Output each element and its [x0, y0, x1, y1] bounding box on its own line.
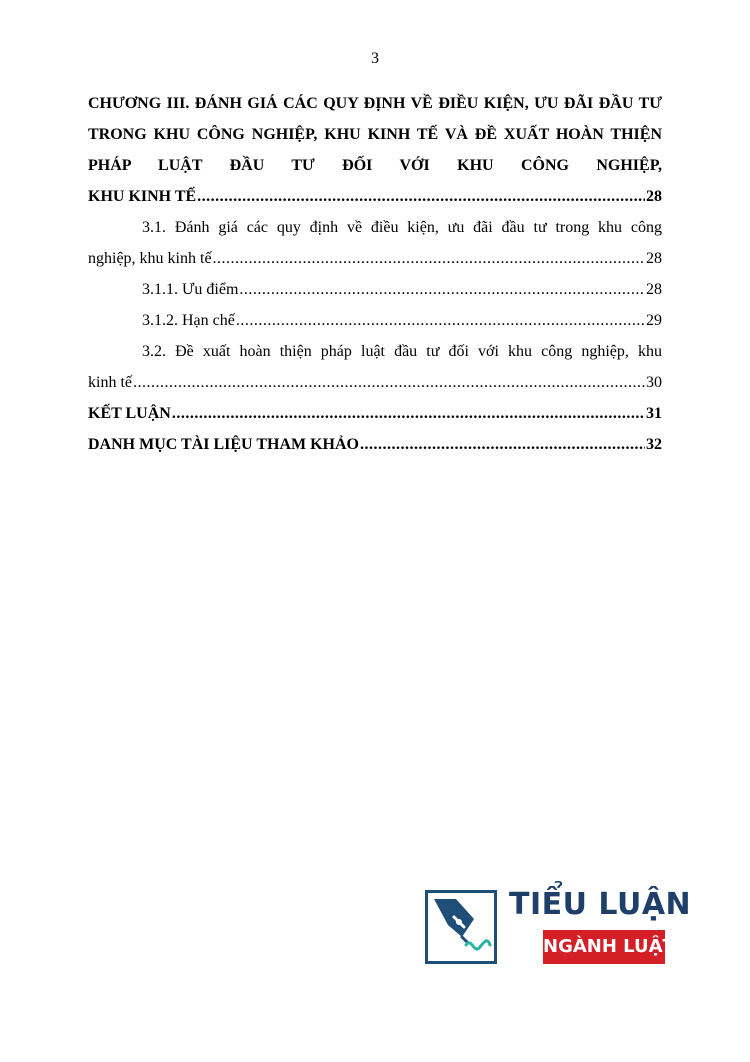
- toc-entry-title: DANH MỤC TÀI LIỆU THAM KHẢO: [88, 436, 359, 453]
- toc-entry-leader-line: [88, 305, 662, 336]
- toc-entry-leader-line: [88, 398, 662, 429]
- page-number: 3: [371, 50, 379, 67]
- toc-entry-title: 3.2. Đề xuất hoàn thiện pháp luật đầu tư đối với khu công nghiệp, khu: [142, 343, 662, 360]
- dot-leader: [239, 274, 645, 305]
- dot-leader: [197, 181, 645, 212]
- toc-entry-3-2[interactable]: [88, 336, 662, 398]
- toc-entry-leader-line: [88, 429, 662, 460]
- logo-subtitle: NGÀNH LUẬT: [543, 930, 665, 964]
- toc-entry-title: 3.1. Đánh giá các quy định về điều kiện, ưu đãi đầu tư trong khu công: [142, 219, 662, 236]
- toc-page-number: 30: [646, 374, 662, 391]
- toc-entry-leader-line: [88, 243, 662, 274]
- toc-entry-title-tail: kinh tế: [88, 374, 132, 391]
- dot-leader: [236, 305, 645, 336]
- toc-entry-leader-line: [88, 274, 662, 305]
- toc-entry-3-1[interactable]: [88, 212, 662, 274]
- toc-entry-title: 3.1.2. Hạn chế: [142, 312, 235, 329]
- toc-entry-leader-line: [88, 367, 662, 398]
- toc-entry-references[interactable]: [88, 429, 662, 460]
- fountain-pen-icon: [425, 890, 497, 964]
- toc-entry-3-1-2[interactable]: [88, 305, 662, 336]
- logo-title: TIỂU LUẬN: [509, 887, 692, 922]
- toc-entry-title-tail: KHU KINH TẾ: [88, 188, 197, 205]
- table-of-contents: [88, 88, 662, 460]
- dot-leader: [133, 367, 645, 398]
- toc-page-number: 28: [646, 188, 662, 205]
- toc-entry-title-tail: nghiệp, khu kinh tế: [88, 250, 212, 267]
- dot-leader: [172, 398, 645, 429]
- toc-entry-title: KẾT LUẬN: [88, 405, 171, 422]
- toc-entry-title: 3.1.1. Ưu điểm: [142, 281, 239, 298]
- toc-page-number: 28: [646, 250, 662, 267]
- toc-entry-chapter-3[interactable]: [88, 88, 662, 212]
- toc-entry-conclusion[interactable]: [88, 398, 662, 429]
- toc-page-number: 28: [646, 281, 662, 298]
- toc-entry-title: CHƯƠNG III. ĐÁNH GIÁ CÁC QUY ĐỊNH VỀ ĐIỀU KIỆN, ƯU ĐÃI ĐẦU TƯ TRONG KHU CÔNG NGHIỆP, KHU KINH TẾ VÀ ĐỀ XUẤT HOÀN THIỆN PHÁP LUẬT ĐẦU TƯ ĐỐI VỚI KHU CÔNG NGHIỆP,: [88, 95, 662, 174]
- toc-entry-3-1-1[interactable]: [88, 274, 662, 305]
- toc-page-number: 31: [646, 405, 662, 422]
- toc-entry-leader-line: [88, 181, 662, 212]
- dot-leader: [360, 429, 645, 460]
- toc-page-number: 32: [646, 436, 662, 453]
- toc-page-number: 29: [646, 312, 662, 329]
- brand-logo: [425, 884, 692, 966]
- dot-leader: [213, 243, 645, 274]
